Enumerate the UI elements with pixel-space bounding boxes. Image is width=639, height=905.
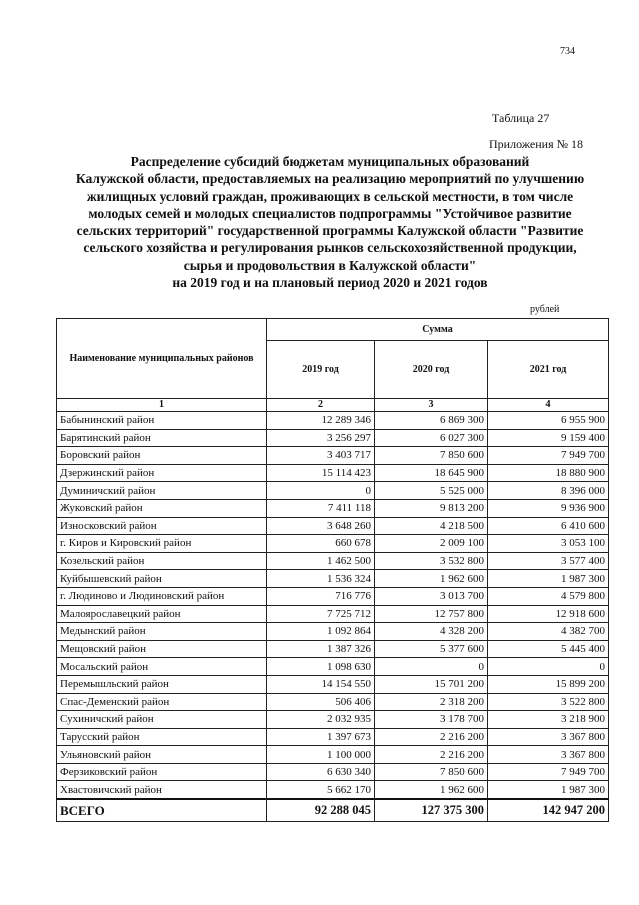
district-name: Боровский район [57, 447, 267, 465]
value-2021: 1 987 300 [488, 570, 609, 588]
value-2021: 8 396 000 [488, 482, 609, 500]
table-row [57, 412, 609, 430]
value-2020: 4 218 500 [375, 517, 488, 535]
value-2019: 14 154 550 [267, 675, 375, 693]
title-line: Распределение субсидий бюджетам муниципальных образований [130, 154, 530, 169]
value-2020: 6 027 300 [375, 429, 488, 447]
value-2021: 3 577 400 [488, 552, 609, 570]
value-2020: 7 850 600 [375, 447, 488, 465]
value-2020: 0 [375, 658, 488, 676]
title-line: молодых семей и молодых специалистов подпрограммы "Устойчивое развитие [88, 205, 572, 221]
value-2019: 1 462 500 [267, 552, 375, 570]
value-2021: 1 987 300 [488, 781, 609, 799]
title-line: сырья и продовольствия в Калужской области" [183, 257, 477, 273]
value-2020: 15 701 200 [375, 675, 488, 693]
value-2019: 3 403 717 [267, 447, 375, 465]
header-district-name: Наименование муниципальных районов [57, 319, 267, 399]
column-number: 3 [375, 399, 488, 412]
table-row [57, 693, 609, 711]
district-name: Куйбышевский район [57, 570, 267, 588]
value-2021: 3 053 100 [488, 535, 609, 553]
header-sum: Сумма [267, 319, 609, 341]
district-name: Хвастовичский район [57, 781, 267, 799]
table-row [57, 675, 609, 693]
value-2021: 3 218 900 [488, 711, 609, 729]
value-2021: 6 955 900 [488, 412, 609, 430]
value-2019: 716 776 [267, 587, 375, 605]
table-row [57, 464, 609, 482]
district-name: Тарусский район [57, 728, 267, 746]
value-2021: 18 880 900 [488, 464, 609, 482]
value-2020: 18 645 900 [375, 464, 488, 482]
value-2019: 12 289 346 [267, 412, 375, 430]
value-2021: 5 445 400 [488, 640, 609, 658]
table-row [57, 587, 609, 605]
header-2021: 2021 год [488, 341, 609, 399]
value-2020: 5 525 000 [375, 482, 488, 500]
value-2019: 5 662 170 [267, 781, 375, 799]
value-2020: 7 850 600 [375, 763, 488, 781]
value-2021: 0 [488, 658, 609, 676]
total-2020: 127 375 300 [375, 799, 488, 822]
table-row [57, 746, 609, 764]
value-2019: 0 [267, 482, 375, 500]
table-row [57, 429, 609, 447]
value-2021: 12 918 600 [488, 605, 609, 623]
table-row [57, 728, 609, 746]
value-2019: 1 098 630 [267, 658, 375, 676]
table-row [57, 499, 609, 517]
district-name: Бабынинский район [57, 412, 267, 430]
table-row [57, 623, 609, 641]
value-2020: 9 813 200 [375, 499, 488, 517]
appendix-label: Приложения № 18 [489, 137, 584, 151]
document-title [50, 153, 610, 291]
table-row [57, 605, 609, 623]
table-row [57, 447, 609, 465]
district-name: Сухиничский район [57, 711, 267, 729]
district-name: Дзержинский район [57, 464, 267, 482]
total-label: ВСЕГО [57, 799, 267, 822]
table-row [57, 482, 609, 500]
value-2019: 7 725 712 [267, 605, 375, 623]
table-number: Таблица 27 [492, 111, 550, 125]
value-2020: 1 962 600 [375, 570, 488, 588]
value-2021: 3 367 800 [488, 728, 609, 746]
value-2020: 1 962 600 [375, 781, 488, 799]
value-2021: 15 899 200 [488, 675, 609, 693]
value-2019: 1 397 673 [267, 728, 375, 746]
value-2021: 4 382 700 [488, 623, 609, 641]
title-line: сельского хозяйства и регулирования рынков сельскохозяйственной продукции, [83, 240, 577, 256]
district-name: Жуковский район [57, 499, 267, 517]
district-name: Ульяновский район [57, 746, 267, 764]
table-row [57, 658, 609, 676]
value-2019: 3 256 297 [267, 429, 375, 447]
district-name: Перемышльский район [57, 675, 267, 693]
value-2019: 1 092 864 [267, 623, 375, 641]
value-2019: 7 411 118 [267, 499, 375, 517]
district-name: Думиничский район [57, 482, 267, 500]
value-2019: 2 032 935 [267, 711, 375, 729]
district-name: Мосальский район [57, 658, 267, 676]
subsidy-table [56, 318, 609, 822]
value-2020: 2 216 200 [375, 746, 488, 764]
value-2021: 9 159 400 [488, 429, 609, 447]
value-2020: 2 216 200 [375, 728, 488, 746]
value-2019: 506 406 [267, 693, 375, 711]
value-2020: 3 178 700 [375, 711, 488, 729]
header-2020: 2020 год [375, 341, 488, 399]
value-2019: 1 536 324 [267, 570, 375, 588]
value-2021: 4 579 800 [488, 587, 609, 605]
value-2019: 660 678 [267, 535, 375, 553]
value-2021: 9 936 900 [488, 499, 609, 517]
district-name: Козельский район [57, 552, 267, 570]
value-2019: 15 114 423 [267, 464, 375, 482]
value-2020: 2 009 100 [375, 535, 488, 553]
value-2020: 6 869 300 [375, 412, 488, 430]
value-2021: 3 522 800 [488, 693, 609, 711]
table-row [57, 552, 609, 570]
value-2019: 3 648 260 [267, 517, 375, 535]
units-label: рублей [530, 304, 560, 315]
column-number: 1 [57, 399, 267, 412]
table-row [57, 781, 609, 799]
total-row [57, 799, 609, 822]
header-2019: 2019 год [267, 341, 375, 399]
value-2019: 1 387 326 [267, 640, 375, 658]
value-2020: 12 757 800 [375, 605, 488, 623]
value-2021: 3 367 800 [488, 746, 609, 764]
total-2021: 142 947 200 [488, 799, 609, 822]
table-row [57, 763, 609, 781]
district-name: Медынский район [57, 623, 267, 641]
value-2020: 4 328 200 [375, 623, 488, 641]
total-2019: 92 288 045 [267, 799, 375, 822]
title-line: сельских территорий" государственной программы Калужской области "Развитие [76, 223, 584, 239]
value-2020: 3 532 800 [375, 552, 488, 570]
table-row [57, 517, 609, 535]
column-number: 2 [267, 399, 375, 412]
value-2019: 1 100 000 [267, 746, 375, 764]
value-2020: 2 318 200 [375, 693, 488, 711]
district-name: Малоярославецкий район [57, 605, 267, 623]
value-2020: 3 013 700 [375, 587, 488, 605]
table-row [57, 535, 609, 553]
table-row [57, 570, 609, 588]
title-line: на 2019 год и на плановый период 2020 и 2021 годов [172, 275, 488, 291]
district-name: г. Киров и Кировский район [57, 535, 267, 553]
district-name: Мещовский район [57, 640, 267, 658]
district-name: Спас-Деменский район [57, 693, 267, 711]
table-row [57, 711, 609, 729]
district-name: Износковский район [57, 517, 267, 535]
value-2021: 7 949 700 [488, 447, 609, 465]
page-number: 734 [560, 46, 575, 57]
value-2019: 6 630 340 [267, 763, 375, 781]
value-2020: 5 377 600 [375, 640, 488, 658]
column-number: 4 [488, 399, 609, 412]
title-line: жилищных условий граждан, проживающих в сельской местности, в том числе [86, 188, 574, 204]
table-row [57, 640, 609, 658]
district-name: Барятинский район [57, 429, 267, 447]
title-line: Калужской области, предоставляемых на реализацию мероприятий по улучшению [75, 171, 585, 187]
district-name: Ферзиковский район [57, 763, 267, 781]
district-name: г. Людиново и Людиновский район [57, 587, 267, 605]
value-2021: 6 410 600 [488, 517, 609, 535]
value-2021: 7 949 700 [488, 763, 609, 781]
